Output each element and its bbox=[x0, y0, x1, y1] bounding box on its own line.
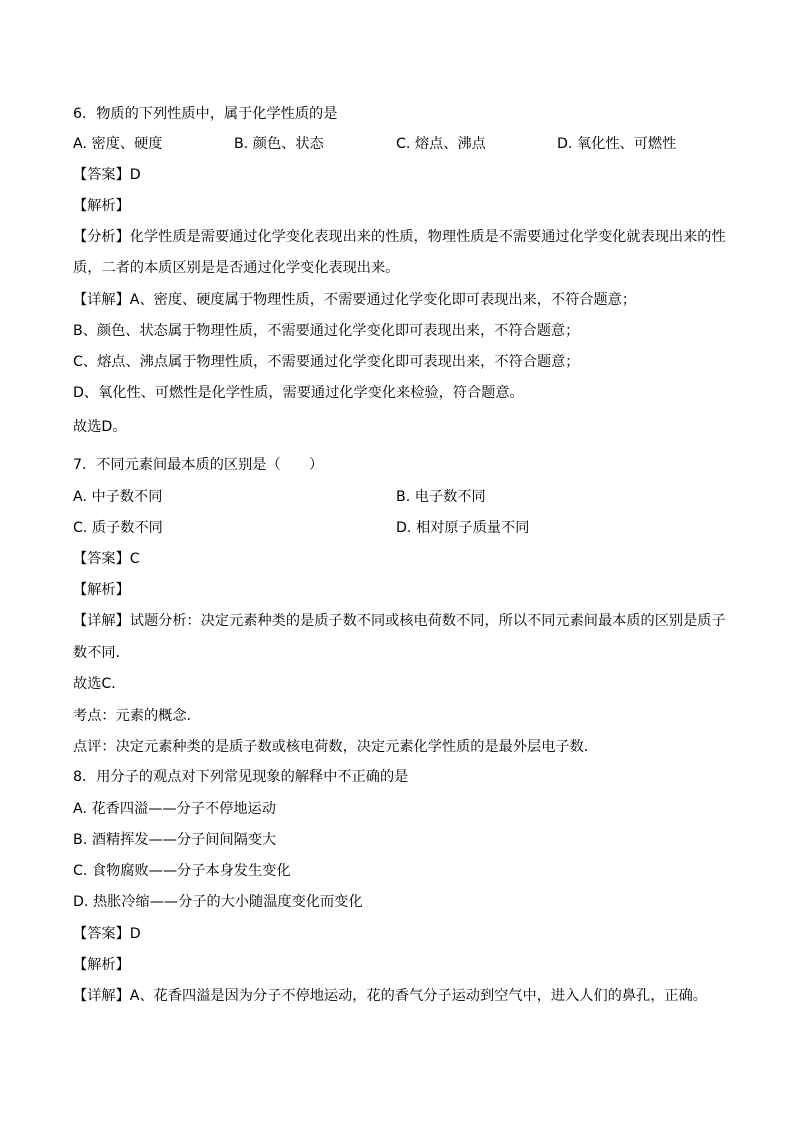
question-7-analysis-heading: 【解析】 bbox=[73, 582, 130, 598]
question-7-detail-line-2: 数不同． bbox=[73, 645, 130, 661]
question-6-analysis-heading: 【解析】 bbox=[73, 198, 130, 214]
question-6-option-a: A. 密度、硬度 bbox=[73, 136, 163, 152]
question-6-option-c: C. 熔点、沸点 bbox=[396, 136, 486, 152]
question-6-answer: 【答案】D bbox=[73, 167, 141, 183]
question-6-detail-d: D、氧化性、可燃性是化学性质，需要通过化学变化来检验，符合题意。 bbox=[73, 385, 524, 401]
question-7-conclusion: 故选C． bbox=[73, 676, 126, 692]
question-6-conclusion: 故选D。 bbox=[73, 419, 127, 435]
question-7-dianping: 点评：决定元素种类的是质子数或核电荷数，决定元素化学性质的是最外层电子数． bbox=[73, 739, 598, 755]
question-8-detail-a: 【详解】A、花香四溢是因为分子不停地运动，花的香气分子运动到空气中，进入人们的鼻孔，正确。 bbox=[73, 988, 707, 1004]
question-7-detail-line-1: 【详解】试题分析：决定元素种类的是质子数不同或核电荷数不同，所以不同元素间最本质的区别是质子 bbox=[73, 613, 726, 629]
question-7-answer: 【答案】C bbox=[73, 551, 140, 567]
question-8-option-a: A. 花香四溢——分子不停地运动 bbox=[73, 801, 276, 817]
question-6-fenxi-line-1: 【分析】化学性质是需要通过化学变化表现出来的性质，物理性质是不需要通过化学变化就表现出来的性 bbox=[73, 229, 726, 245]
question-7-option-a: A. 中子数不同 bbox=[73, 489, 163, 505]
question-8-option-b: B. 酒精挥发——分子间间隔变大 bbox=[73, 832, 277, 848]
question-8-option-d: D. 热胀冷缩——分子的大小随温度变化而变化 bbox=[73, 894, 363, 910]
question-7-option-d: D. 相对原子质量不同 bbox=[396, 520, 530, 536]
question-6-detail-b: B、颜色、状态属于物理性质，不需要通过化学变化即可表现出来，不符合题意； bbox=[73, 323, 580, 339]
question-7-stem: 7．不同元素间最本质的区别是（ ） bbox=[73, 457, 324, 473]
question-6-detail-c: C、熔点、沸点属于物理性质，不需要通过化学变化即可表现出来，不符合题意； bbox=[73, 354, 580, 370]
question-6-option-b: B. 颜色、状态 bbox=[234, 136, 324, 152]
question-6-fenxi-line-2: 质，二者的本质区别是是否通过化学变化表现出来。 bbox=[73, 260, 400, 276]
question-6-option-d: D. 氧化性、可燃性 bbox=[557, 136, 677, 152]
question-6-stem: 6．物质的下列性质中，属于化学性质的是 bbox=[73, 106, 338, 122]
question-8-analysis-heading: 【解析】 bbox=[73, 957, 130, 973]
question-8-answer: 【答案】D bbox=[73, 926, 141, 942]
question-7-option-b: B. 电子数不同 bbox=[396, 489, 486, 505]
question-6-detail-a: 【详解】A、密度、硬度属于物理性质，不需要通过化学变化即可表现出来，不符合题意； bbox=[73, 292, 637, 308]
question-8-option-c: C. 食物腐败——分子本身发生变化 bbox=[73, 863, 291, 879]
question-8-stem: 8．用分子的观点对下列常见现象的解释中不正确的是 bbox=[73, 769, 409, 785]
question-7-kaodian: 考点：元素的概念． bbox=[73, 708, 201, 724]
question-7-option-c: C. 质子数不同 bbox=[73, 520, 163, 536]
